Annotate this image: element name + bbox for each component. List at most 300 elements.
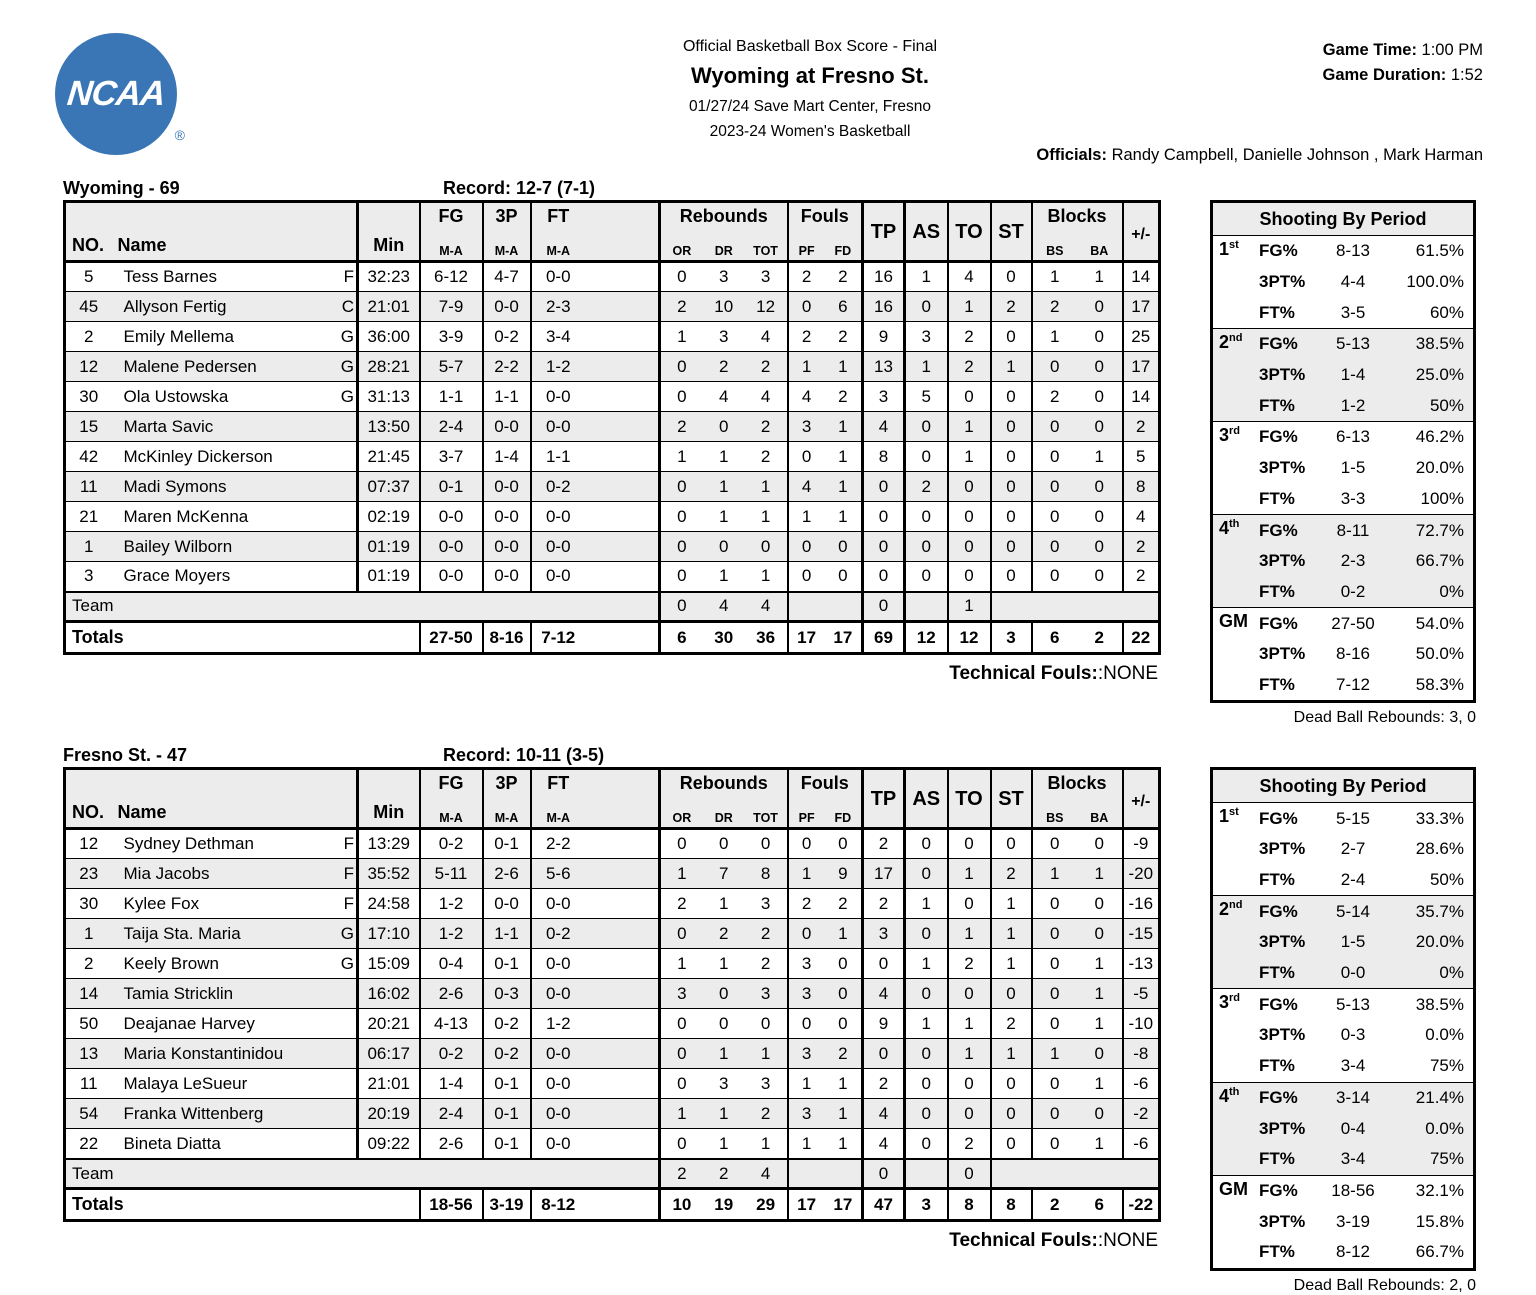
off-rebounds: 0: [677, 1133, 687, 1153]
player-rows: [65, 262, 1160, 592]
player-number: 22: [79, 1133, 99, 1153]
blocked-shots: 0: [1050, 983, 1060, 1003]
period-ordinal-suffix: rd: [1229, 425, 1241, 438]
player-position: G: [340, 923, 354, 943]
off-rebounds: 0: [677, 506, 687, 526]
stat-percentage: 54.0%: [1415, 613, 1464, 633]
player-name-cell: [112, 352, 358, 382]
player-position: F: [343, 834, 354, 854]
table-row: [65, 829, 1160, 859]
col-header-ft: FT M-A: [531, 202, 660, 262]
plus-minus: 2: [1123, 412, 1160, 442]
player-name: Madi Symons: [123, 476, 227, 496]
period-stat-row: [1259, 1176, 1473, 1207]
col-header-fouls: Fouls PF FD: [788, 769, 863, 829]
player-name: Franka Wittenberg: [123, 1103, 264, 1123]
totals-ba: 6: [1094, 1194, 1104, 1214]
stat-percentage: 33.3%: [1415, 808, 1464, 828]
fouls-cell: [788, 829, 863, 859]
fg-made-att: 3-7: [420, 442, 483, 472]
game-time-value: 1:00 PM: [1421, 41, 1483, 59]
ft-made-att: 0-2: [531, 472, 660, 502]
col-header-ft: FT M-A: [531, 769, 660, 829]
ft-made-att: 3-4: [531, 322, 660, 352]
blocks-cell: [1032, 949, 1123, 979]
ft-made-att: 0-0: [531, 502, 660, 532]
period-stat-row: [1259, 297, 1473, 328]
total-rebounds: 1: [760, 476, 771, 496]
period-stat-row: [1259, 360, 1473, 391]
steals: 0: [991, 1069, 1032, 1099]
blocked-shots: 0: [1050, 1133, 1060, 1153]
minutes: 20:19: [358, 1099, 420, 1129]
off-rebounds: 0: [677, 267, 687, 286]
blocks-against: 0: [1094, 536, 1104, 556]
stat-percentage: 100%: [1420, 488, 1464, 508]
player-name: Taija Sta. Maria: [123, 923, 241, 943]
player-position: C: [341, 296, 354, 316]
period-stat-row: [1259, 1237, 1473, 1268]
table-row: [65, 859, 1160, 889]
period-stat-row: [1259, 1051, 1473, 1082]
stat-percentage: 20.0%: [1415, 458, 1464, 478]
blocked-shots: 2: [1050, 296, 1060, 316]
three-pt-made-att: 2-2: [483, 352, 531, 382]
table-row: [65, 562, 1160, 592]
player-number: 12: [79, 356, 99, 376]
stat-label: FG%: [1259, 520, 1298, 540]
venue-line: 01/27/24 Save Mart Center, Fresno: [688, 98, 932, 115]
ft-made-att: 0-0: [531, 979, 660, 1009]
rebounds-cell: [660, 322, 788, 352]
off-rebounds: 2: [677, 416, 687, 436]
blocked-shots: 1: [1050, 267, 1060, 286]
three-pt-made-att: 0-3: [483, 979, 531, 1009]
blocks-cell: [1032, 472, 1123, 502]
totals-fd: 17: [833, 1194, 853, 1214]
totals-blocks: [1032, 1189, 1123, 1221]
season-line: 2023-24 Women's Basketball: [709, 123, 911, 140]
total-rebounds: 2: [760, 1103, 771, 1123]
off-rebounds: 0: [677, 566, 687, 586]
three-pt-made-att: 0-0: [483, 502, 531, 532]
fg-made-att: 7-9: [420, 292, 483, 322]
table-row: [65, 442, 1160, 472]
report-title: Official Basketball Box Score - Final: [682, 38, 938, 55]
fouls-cell: [788, 292, 863, 322]
total-rebounds: 1: [760, 506, 771, 526]
stat-label: FT%: [1259, 1056, 1295, 1076]
fouls-cell: [788, 1069, 863, 1099]
col-header-no: NO.: [72, 802, 105, 823]
fouls-drawn: 2: [838, 1043, 848, 1063]
personal-fouls: 1: [801, 1073, 812, 1093]
fouls-cell: [788, 1099, 863, 1129]
assists: 5: [905, 382, 948, 412]
player-name-cell: [112, 919, 358, 949]
player-name-cell: [112, 829, 358, 859]
total-points: 16: [863, 292, 905, 322]
three-pt-made-att: 0-2: [483, 322, 531, 352]
minutes: 32:23: [358, 262, 420, 292]
personal-fouls: 0: [801, 446, 812, 466]
period-number: 1: [1219, 806, 1230, 827]
player-name-cell: [112, 1039, 358, 1069]
totals-fg: 27-50: [420, 622, 483, 654]
player-position: F: [343, 893, 354, 913]
ft-made-att: 0-0: [531, 382, 660, 412]
period-stat-row: [1259, 989, 1473, 1020]
rebounds-cell: [660, 472, 788, 502]
shooting-by-period-panel: [1210, 767, 1476, 1270]
period-number: 3: [1219, 425, 1230, 446]
turnovers: 0: [948, 382, 991, 412]
totals-3p: 8-16: [483, 622, 531, 654]
period-stat-row: [1259, 1020, 1473, 1051]
assists: 1: [905, 949, 948, 979]
totals-label: Totals: [72, 627, 124, 647]
total-rebounds: 3: [760, 893, 771, 913]
blocked-shots: 2: [1050, 386, 1060, 406]
def-rebounds: 1: [719, 893, 729, 913]
off-rebounds: 1: [677, 953, 687, 973]
player-name: Maren McKenna: [123, 506, 249, 526]
ft-made-att: 2-3: [531, 292, 660, 322]
stat-percentage: 38.5%: [1415, 334, 1464, 354]
player-name: McKinley Dickerson: [123, 446, 273, 466]
blocks-cell: [1032, 889, 1123, 919]
col-header-min: Min: [358, 769, 420, 829]
stat-made-att: 8-11: [1336, 520, 1370, 540]
fouls-drawn: 0: [838, 953, 848, 973]
shooting-by-period-panel: [1210, 200, 1476, 703]
stat-label: 3PT%: [1259, 551, 1306, 571]
rebounds-cell: [660, 262, 788, 292]
plus-minus: 2: [1123, 532, 1160, 562]
three-pt-made-att: 0-0: [483, 889, 531, 919]
total-points: 16: [863, 262, 905, 292]
fg-made-att: 1-4: [420, 1069, 483, 1099]
blocks-cell: [1032, 829, 1123, 859]
blocks-against: 1: [1094, 1073, 1104, 1093]
assists: 0: [905, 829, 948, 859]
fouls-cell: [788, 262, 863, 292]
three-pt-made-att: 0-1: [483, 949, 531, 979]
stat-made-att: 0-4: [1340, 1118, 1366, 1138]
stat-label: 3PT%: [1259, 839, 1306, 859]
stat-label: 3PT%: [1259, 1211, 1306, 1231]
period-number: 4: [1219, 1085, 1230, 1106]
total-rebounds: 2: [760, 953, 771, 973]
team-total-rebounds: 4: [760, 1163, 771, 1183]
turnovers: 0: [948, 1099, 991, 1129]
three-pt-made-att: 0-0: [483, 412, 531, 442]
blocks-against: 1: [1094, 1013, 1104, 1033]
fg-made-att: 0-1: [420, 472, 483, 502]
minutes: 21:01: [358, 1069, 420, 1099]
period-stat-rows: [1259, 989, 1473, 1081]
three-pt-made-att: 0-1: [483, 1069, 531, 1099]
table-row: [65, 262, 1160, 292]
stat-label: FG%: [1259, 334, 1298, 354]
totals-fg: 18-56: [420, 1189, 483, 1221]
total-rebounds: 3: [760, 1073, 771, 1093]
fouls-cell: [788, 532, 863, 562]
totals-bs: 2: [1050, 1194, 1060, 1214]
player-name-cell: [112, 859, 358, 889]
assists: 0: [905, 1099, 948, 1129]
blocks-cell: [1032, 1099, 1123, 1129]
blocked-shots: 0: [1050, 1103, 1060, 1123]
officials-line: [1036, 146, 1483, 165]
period-stat-row: [1259, 577, 1473, 608]
plus-minus: -16: [1123, 889, 1160, 919]
table-row: [65, 472, 1160, 502]
personal-fouls: 0: [801, 834, 812, 854]
blocks-against: 0: [1094, 1043, 1104, 1063]
player-name: Marta Savic: [123, 416, 214, 436]
totals-3p: 3-19: [483, 1189, 531, 1221]
totals-assists: 12: [905, 622, 948, 654]
blocks-cell: [1032, 292, 1123, 322]
total-rebounds: 3: [760, 983, 771, 1003]
stat-percentage: 66.7%: [1415, 551, 1464, 571]
col-header-tp: TP: [863, 769, 905, 829]
team-turnovers: 0: [948, 1159, 991, 1189]
personal-fouls: 0: [801, 1013, 812, 1033]
game-time-line: [1323, 38, 1484, 63]
team-def-rebounds: 2: [719, 1163, 729, 1183]
stat-percentage: 28.6%: [1415, 839, 1464, 859]
blocked-shots: 1: [1050, 863, 1060, 883]
blocked-shots: 0: [1050, 416, 1060, 436]
turnovers: 0: [948, 979, 991, 1009]
off-rebounds: 1: [677, 446, 687, 466]
team-assists-empty: [905, 1159, 948, 1189]
rebounds-cell: [660, 442, 788, 472]
ft-made-att: 0-0: [531, 1039, 660, 1069]
col-header-3p: 3P M-A: [483, 202, 531, 262]
player-position: G: [340, 326, 354, 346]
blocks-against: 0: [1094, 476, 1104, 496]
period-stat-rows: [1259, 1083, 1473, 1175]
table-row: [65, 1009, 1160, 1039]
shooting-period-block: [1213, 514, 1473, 607]
stat-percentage: 60%: [1429, 302, 1464, 322]
stat-label: 3PT%: [1259, 365, 1306, 385]
plus-minus: -15: [1123, 919, 1160, 949]
stat-label: 3PT%: [1259, 1025, 1306, 1045]
player-number: 21: [79, 506, 99, 526]
turnovers: 0: [948, 829, 991, 859]
col-header-fg: FG M-A: [420, 769, 483, 829]
plus-minus: -13: [1123, 949, 1160, 979]
def-rebounds: 0: [719, 983, 729, 1003]
player-name-cell: [112, 1129, 358, 1159]
plus-minus: -6: [1123, 1069, 1160, 1099]
steals: 2: [991, 1009, 1032, 1039]
period-stat-row: [1259, 515, 1473, 546]
fouls-drawn: 1: [838, 416, 848, 436]
steals: 0: [991, 502, 1032, 532]
totals-assists: 3: [905, 1189, 948, 1221]
player-name-cell: [112, 532, 358, 562]
period-label: [1213, 1176, 1259, 1268]
table-row: [65, 979, 1160, 1009]
def-rebounds: 1: [719, 506, 729, 526]
player-name-cell: [112, 292, 358, 322]
registered-trademark-symbol: ®: [174, 127, 185, 143]
period-stat-rows: [1259, 608, 1473, 700]
fouls-cell: [788, 889, 863, 919]
total-rebounds: 0: [760, 834, 771, 854]
steals: 1: [991, 1039, 1032, 1069]
table-row: [65, 502, 1160, 532]
table-row: [65, 532, 1160, 562]
assists: 0: [905, 1129, 948, 1159]
fouls-drawn: 0: [838, 983, 848, 1003]
col-header-3p: 3P M-A: [483, 769, 531, 829]
fg-made-att: 0-2: [420, 1039, 483, 1069]
period-stat-row: [1259, 453, 1473, 484]
blocks-against: 0: [1094, 386, 1104, 406]
team-title: Wyoming - 69: [63, 178, 180, 198]
period-number: 4: [1219, 518, 1230, 539]
personal-fouls: 4: [801, 386, 812, 406]
three-pt-made-att: 1-1: [483, 919, 531, 949]
box-score-table: [63, 200, 1161, 655]
player-position: F: [343, 267, 354, 286]
blocked-shots: 1: [1050, 1043, 1060, 1063]
period-stat-row: [1259, 608, 1473, 639]
fouls-cell: [788, 442, 863, 472]
stat-label: FT%: [1259, 963, 1295, 983]
table-row: [65, 322, 1160, 352]
totals-pf: 17: [797, 627, 817, 647]
steals: 0: [991, 829, 1032, 859]
period-label: [1213, 236, 1259, 328]
table-row: [65, 382, 1160, 412]
fouls-drawn: 0: [838, 566, 848, 586]
officials-label: Officials:: [1036, 146, 1107, 164]
period-stat-row: [1259, 1113, 1473, 1144]
blocks-against: 1: [1094, 1133, 1104, 1153]
totals-turnovers: 12: [948, 622, 991, 654]
assists: 0: [905, 859, 948, 889]
blocked-shots: 0: [1050, 536, 1060, 556]
blocks-against: 0: [1094, 416, 1104, 436]
ft-made-att: 0-0: [531, 562, 660, 592]
blocks-cell: [1032, 1069, 1123, 1099]
player-name: Malaya LeSueur: [123, 1073, 248, 1093]
team-fouls-empty: [788, 1159, 863, 1189]
ft-made-att: 1-1: [531, 442, 660, 472]
stat-percentage: 75%: [1429, 1056, 1464, 1076]
period-stat-row: [1259, 865, 1473, 896]
def-rebounds: 0: [719, 536, 729, 556]
stat-percentage: 21.4%: [1415, 1087, 1464, 1107]
personal-fouls: 3: [801, 1043, 812, 1063]
team-rebounds-row: [65, 1159, 1160, 1189]
period-ordinal-suffix: nd: [1229, 332, 1243, 345]
totals-drb: 19: [714, 1194, 734, 1214]
period-stat-row: [1259, 639, 1473, 670]
total-points: 4: [863, 1129, 905, 1159]
ft-made-att: 0-0: [531, 532, 660, 562]
fouls-drawn: 1: [838, 356, 848, 376]
assists: 0: [905, 442, 948, 472]
minutes: 17:10: [358, 919, 420, 949]
period-number: GM: [1219, 611, 1248, 632]
stat-percentage: 46.2%: [1415, 427, 1464, 447]
player-number: 5: [84, 267, 94, 286]
player-number: 3: [84, 566, 94, 586]
rebounds-cell: [660, 829, 788, 859]
player-name: Tamia Stricklin: [123, 983, 234, 1003]
ft-made-att: 0-0: [531, 412, 660, 442]
minutes: 07:37: [358, 472, 420, 502]
period-stat-row: [1259, 267, 1473, 298]
player-number: 13: [79, 1043, 99, 1063]
stat-percentage: 72.7%: [1415, 520, 1464, 540]
stat-made-att: 3-4: [1340, 1056, 1366, 1076]
totals-turnovers: 8: [948, 1189, 991, 1221]
player-name-cell: [112, 502, 358, 532]
fouls-cell: [788, 352, 863, 382]
stat-made-att: 2-7: [1340, 839, 1366, 859]
minutes: 06:17: [358, 1039, 420, 1069]
totals-treb: 29: [756, 1194, 776, 1214]
blocks-against: 0: [1094, 1103, 1104, 1123]
period-stat-row: [1259, 484, 1473, 515]
blocks-cell: [1032, 382, 1123, 412]
period-stat-row: [1259, 1144, 1473, 1175]
plus-minus: -20: [1123, 859, 1160, 889]
table-row: [65, 949, 1160, 979]
stat-percentage: 0%: [1439, 581, 1464, 601]
player-name-cell: [112, 322, 358, 352]
shooting-period-block: [1213, 1175, 1473, 1268]
player-number: 42: [79, 446, 99, 466]
table-header: [65, 769, 1160, 829]
turnovers: 1: [948, 442, 991, 472]
totals-blocks: [1032, 622, 1123, 654]
team-section: [63, 178, 1476, 727]
off-rebounds: 0: [677, 923, 687, 943]
stat-label: FT%: [1259, 488, 1295, 508]
blocks-against: 1: [1094, 267, 1104, 286]
def-rebounds: 10: [714, 296, 734, 316]
def-rebounds: 4: [719, 386, 729, 406]
assists: 3: [905, 322, 948, 352]
shooting-panel-body: [1213, 235, 1473, 700]
fg-made-att: 5-7: [420, 352, 483, 382]
blocks-against: 1: [1094, 983, 1104, 1003]
assists: 1: [905, 352, 948, 382]
rebounds-cell: [660, 1069, 788, 1099]
three-pt-made-att: 2-6: [483, 859, 531, 889]
three-pt-made-att: 0-0: [483, 472, 531, 502]
period-stat-row: [1259, 329, 1473, 360]
fouls-cell: [788, 412, 863, 442]
blocks-against: 0: [1094, 506, 1104, 526]
stat-percentage: 0.0%: [1425, 1025, 1464, 1045]
fg-made-att: 6-12: [420, 262, 483, 292]
stat-made-att: 3-3: [1340, 488, 1366, 508]
period-stat-rows: [1259, 329, 1473, 421]
team-rebounds-cell: [660, 592, 788, 622]
team-assists-empty: [905, 592, 948, 622]
